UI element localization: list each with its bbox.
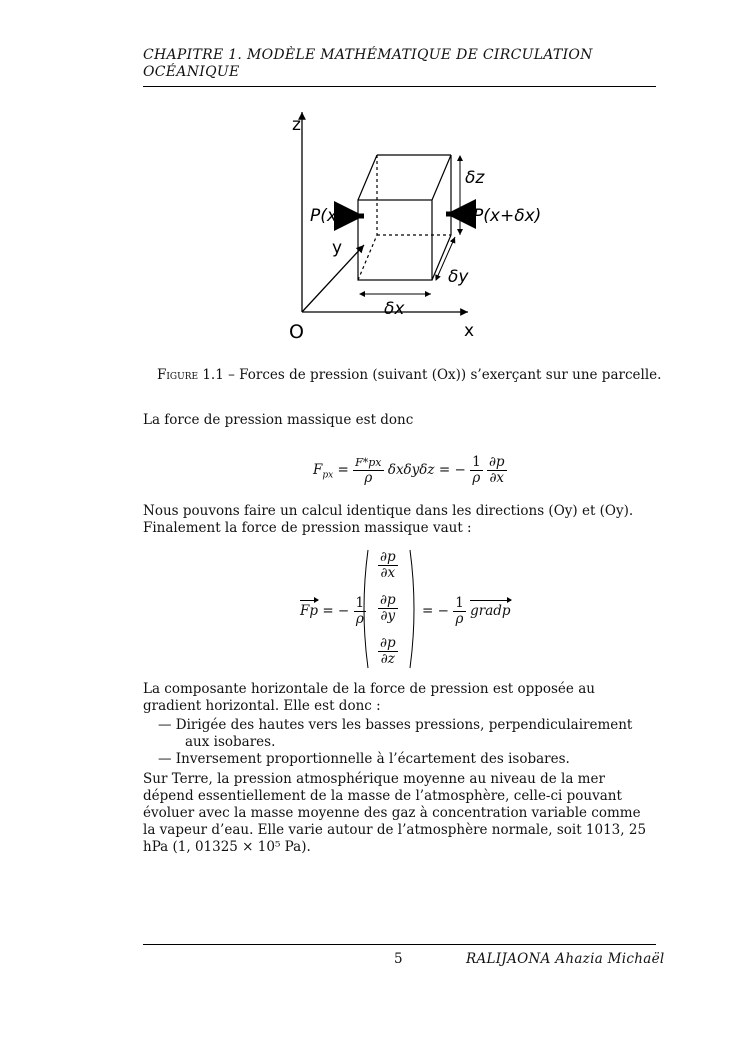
equation-1: $F_{px}$ = $\frac{F*px}{\rho}$ δxδyδz = − $\frac{1}{\rho}$ $\frac{\partial p}{\partial x}$ — [313, 454, 505, 486]
header-line-1: CHAPITRE 1. MODÈLE MATHÉMATIQUE DE CIRCULATION — [143, 47, 593, 63]
dz-label: δz — [465, 168, 485, 188]
eq1-frac-1: $\frac{F*px}{\rho}$ — [355, 456, 382, 486]
eq2-comp-y: $\frac{\partial p}{\partial y}$ — [380, 592, 396, 624]
parcel-box — [358, 155, 451, 280]
paragraph-2: Nous pouvons faire un calcul identique dans les directions (Oy) et (Oy). Finalement la force de pression massique vaut : — [143, 503, 634, 536]
x-label: x — [464, 321, 475, 341]
eq2-comp-x: $\frac{\partial p}{\partial x}$ — [380, 549, 396, 581]
eq1-lhs-sub: px — [322, 470, 334, 481]
eq1-frac-3: $\frac{\partial p}{\partial x}$ — [488, 454, 505, 486]
eq2-lhs: Fp — [300, 603, 319, 619]
bullet-item-2: — Inversement proportionnelle à l’écartement des isobares. — [158, 751, 570, 767]
eq2-comp-z: $\frac{\partial p}{\partial z}$ — [380, 635, 396, 667]
bullet-list — [158, 717, 656, 768]
bullet-item-1: — Dirigée des hautes vers les basses pressions, perpendiculairement aux isobares. — [158, 717, 633, 750]
header-rule — [143, 86, 656, 87]
header-line-2: OCÉANIQUE — [143, 64, 240, 80]
running-header — [143, 47, 628, 81]
paragraph-4: Sur Terre, la pression atmosphérique moyenne au niveau de la mer dépend essentiellement de la masse de l’atmosphère, celle-ci pouvant évoluer avec la masse moyenne des gaz à concentration variable comme la vapeur d’eau. Elle varie autour de l’atmosphère normale, soit 1013, 25 hPa (1, 01325 × 10⁵ Pa). — [143, 771, 647, 855]
figure-caption — [157, 367, 661, 383]
footer-rule — [143, 944, 656, 945]
eq2-coef: $\frac{1}{\rho}$ — [355, 595, 365, 627]
paragraph-3: La composante horizontale de la force de pression est opposée au gradient horizontal. Elle est donc : — [143, 681, 595, 714]
footer-author: RALIJAONA Ahazia Michaël — [466, 951, 665, 967]
dx-label: δx — [384, 299, 405, 319]
z-label: z — [292, 115, 301, 135]
origin-label: O — [289, 321, 304, 343]
px-label: P(x) — [310, 206, 344, 226]
eq1-lhs: F — [313, 462, 323, 478]
paragraph-1: La force de pression massique est donc — [143, 412, 414, 428]
caption-text: – Forces de pression (suivant (Ox)) s’exerçant sur une parcelle. — [223, 367, 662, 383]
y-label: y — [332, 238, 343, 258]
caption-prefix: Figure 1.1 — [157, 367, 224, 383]
dy-label: δy — [448, 267, 469, 287]
eq2-rhs-coef: $\frac{1}{\rho}$ — [455, 595, 464, 627]
page-number: 5 — [394, 951, 403, 967]
eq1-mid: δxδyδz = − — [387, 462, 466, 478]
pxdx-label: P(x+δx) — [473, 206, 542, 226]
eq2-rhs-grad: gradp — [470, 603, 511, 619]
eq1-frac-2: $\frac{1}{\rho}$ — [472, 454, 481, 486]
pressure-force-diagram — [272, 100, 542, 345]
